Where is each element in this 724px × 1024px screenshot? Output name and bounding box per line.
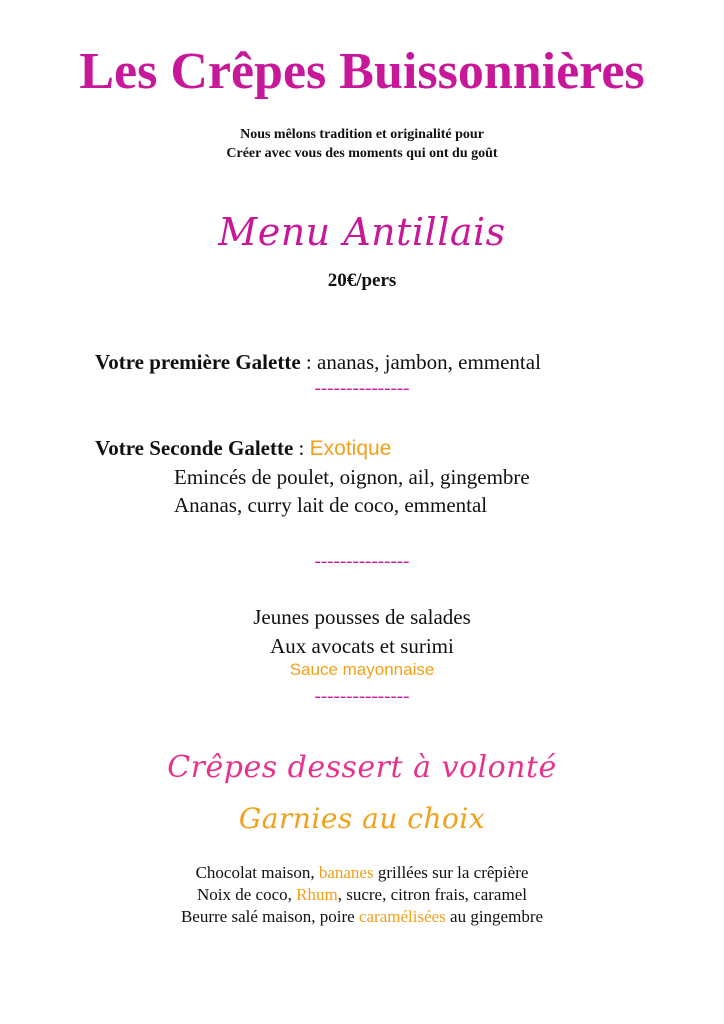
second-galette [95, 434, 391, 463]
dessert-line-1 [0, 862, 724, 884]
first-galette-ingredients: ananas, jambon, emmental [317, 350, 541, 374]
first-galette-label: Votre première Galette [95, 350, 301, 374]
dessert-line-2 [0, 884, 724, 906]
dessert-line-1-text-c: grillées sur la crêpière [373, 863, 529, 882]
dessert-line-2-highlight: Rhum [296, 885, 338, 904]
salad-line-1: Jeunes pousses de salades [253, 605, 471, 629]
second-galette-ingredients-2: Ananas, curry lait de coco, emmental [174, 493, 488, 517]
first-galette-separator: : [300, 350, 317, 374]
menu-price: 20€/pers [327, 270, 397, 291]
second-galette-ingredients-1: Emincés de poulet, oignon, ail, gingembre [174, 465, 530, 489]
dessert-line-1-text-a: Chocolat maison, [195, 863, 319, 882]
divider-3: --------------- [314, 686, 410, 707]
tagline-line-1: Nous mêlons tradition et originalité pour [240, 127, 484, 142]
dessert-line-2-text-c: , sucre, citron frais, caramel [337, 885, 527, 904]
dessert-line-3 [0, 906, 724, 928]
dessert-title: Crêpes dessert à volonté [167, 750, 557, 785]
dessert-line-1-highlight: bananes [318, 863, 374, 882]
salad-line-2: Aux avocats et surimi [270, 634, 454, 658]
menu-title: Menu Antillais [218, 210, 506, 254]
tagline [0, 125, 724, 163]
second-galette-separator: : [293, 436, 310, 460]
divider-1: --------------- [314, 378, 410, 399]
first-galette [95, 348, 541, 376]
divider-2: --------------- [314, 551, 410, 572]
restaurant-title: Les Crêpes Buissonnières [79, 43, 645, 100]
second-galette-name: Exotique [309, 437, 392, 460]
salad-sauce: Sauce mayonnaise [289, 660, 435, 679]
dessert-line-3-text-c: au gingembre [445, 907, 544, 926]
dessert-subtitle: Garnies au choix [238, 802, 486, 835]
tagline-line-2: Créer avec vous des moments qui ont du goût [226, 146, 498, 161]
second-galette-label: Votre Seconde Galette [95, 436, 294, 460]
dessert-line-2-text-a: Noix de coco, [197, 885, 297, 904]
dessert-line-3-highlight: caramélisées [358, 907, 446, 926]
dessert-line-3-text-a: Beurre salé maison, poire [180, 907, 359, 926]
